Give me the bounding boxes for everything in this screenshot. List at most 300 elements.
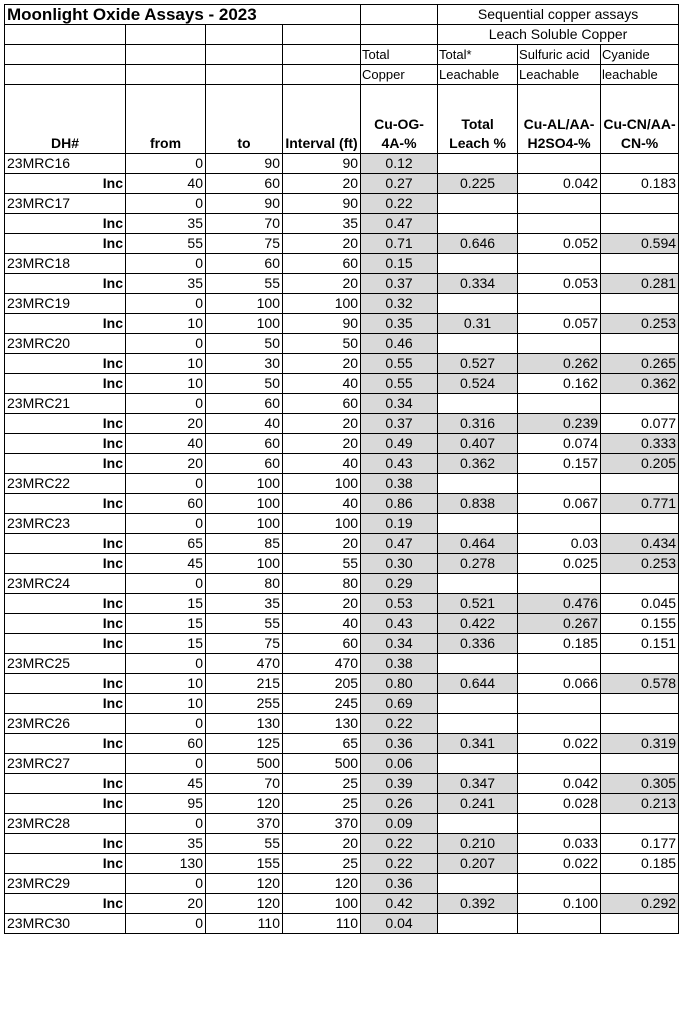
interval-cell: 25 [283,794,361,814]
from-cell: 0 [126,874,206,894]
cu-cell: 0.39 [361,774,438,794]
al-cell [518,194,601,214]
to-cell: 60 [206,394,283,414]
dh-cell: Inc [5,434,126,454]
cu-cell: 0.29 [361,574,438,594]
dh-cell: Inc [5,614,126,634]
table-row [5,454,679,474]
cn-cell: 0.319 [601,734,679,754]
total-leach-cell: 0.316 [438,414,518,434]
table-row [5,654,679,674]
interval-cell: 20 [283,434,361,454]
to-cell: 60 [206,454,283,474]
from-cell: 60 [126,734,206,754]
col-total-leach: Total Leach % [438,85,518,154]
interval-cell: 120 [283,874,361,894]
cn-cell [601,334,679,354]
table-row [5,674,679,694]
dh-cell: Inc [5,694,126,714]
total-leach-cell: 0.347 [438,774,518,794]
dh-cell: Inc [5,174,126,194]
from-cell: 60 [126,494,206,514]
dh-cell: 23MRC19 [5,294,126,314]
cu-cell: 0.38 [361,474,438,494]
to-cell: 125 [206,734,283,754]
total-leach-cell [438,214,518,234]
al-cell: 0.100 [518,894,601,914]
to-cell: 100 [206,294,283,314]
table-row [5,734,679,754]
to-cell: 100 [206,554,283,574]
to-cell: 70 [206,774,283,794]
total-leach-cell [438,194,518,214]
cn-cell: 0.265 [601,354,679,374]
from-cell: 0 [126,714,206,734]
from-cell: 35 [126,214,206,234]
to-cell: 60 [206,254,283,274]
from-cell: 15 [126,634,206,654]
to-cell: 90 [206,154,283,174]
al-cell [518,294,601,314]
from-cell: 0 [126,574,206,594]
cu-cell: 0.38 [361,654,438,674]
table-row [5,914,679,934]
interval-cell: 245 [283,694,361,714]
from-cell: 35 [126,834,206,854]
to-cell: 55 [206,834,283,854]
sulfuric-label: Sulfuric acid [518,45,601,65]
dh-cell: 23MRC24 [5,574,126,594]
cu-cell: 0.22 [361,834,438,854]
col-from: from [126,85,206,154]
column-header-row [5,85,679,154]
cu-cell: 0.12 [361,154,438,174]
cu-cell: 0.27 [361,174,438,194]
dh-cell: Inc [5,354,126,374]
table-row [5,474,679,494]
total-leach-cell [438,514,518,534]
cn-cell: 0.594 [601,234,679,254]
interval-cell: 90 [283,154,361,174]
total-leach-cell [438,474,518,494]
interval-cell: 40 [283,374,361,394]
sequential-header: Sequential copper assays [438,5,679,25]
total-leach-cell: 0.646 [438,234,518,254]
cn-cell: 0.151 [601,634,679,654]
al-cell [518,714,601,734]
dh-cell: 23MRC20 [5,334,126,354]
al-cell: 0.185 [518,634,601,654]
al-cell: 0.476 [518,594,601,614]
to-cell: 90 [206,194,283,214]
from-cell: 0 [126,194,206,214]
total-leach-cell [438,294,518,314]
total-leach-cell: 0.392 [438,894,518,914]
interval-cell: 500 [283,754,361,774]
dh-cell: 23MRC28 [5,814,126,834]
al-cell: 0.053 [518,274,601,294]
dh-cell: Inc [5,594,126,614]
al-cell: 0.042 [518,774,601,794]
from-cell: 0 [126,154,206,174]
interval-cell: 65 [283,734,361,754]
table-row [5,394,679,414]
cu-cell: 0.04 [361,914,438,934]
cu-cell: 0.06 [361,754,438,774]
to-cell: 110 [206,914,283,934]
table-row [5,174,679,194]
cu-cell: 0.55 [361,374,438,394]
al-cell: 0.162 [518,374,601,394]
from-cell: 0 [126,754,206,774]
cn-cell: 0.292 [601,894,679,914]
from-cell: 0 [126,294,206,314]
to-cell: 255 [206,694,283,714]
table-row [5,254,679,274]
interval-cell: 20 [283,594,361,614]
total-leach-cell: 0.838 [438,494,518,514]
cu-cell: 0.71 [361,234,438,254]
header-row-3 [5,45,679,65]
dh-cell: 23MRC23 [5,514,126,534]
to-cell: 40 [206,414,283,434]
interval-cell: 470 [283,654,361,674]
dh-cell: Inc [5,234,126,254]
dh-cell: 23MRC21 [5,394,126,414]
cu-cell: 0.19 [361,514,438,534]
table-row [5,814,679,834]
table-row [5,414,679,434]
total-leach-cell [438,574,518,594]
cn-cell: 0.045 [601,594,679,614]
cu-cell: 0.69 [361,694,438,714]
to-cell: 50 [206,334,283,354]
interval-cell: 25 [283,854,361,874]
dh-cell: Inc [5,494,126,514]
header-row-2 [5,25,679,45]
cn-cell [601,394,679,414]
al-cell: 0.157 [518,454,601,474]
table-row [5,614,679,634]
al-cell: 0.028 [518,794,601,814]
from-cell: 20 [126,414,206,434]
cn-cell [601,194,679,214]
al-cell [518,754,601,774]
al-cell: 0.074 [518,434,601,454]
from-cell: 20 [126,894,206,914]
total-leach-cell: 0.407 [438,434,518,454]
interval-cell: 100 [283,894,361,914]
total-leach-cell: 0.521 [438,594,518,614]
total-leach-cell: 0.334 [438,274,518,294]
cn-cell: 0.771 [601,494,679,514]
table-row [5,594,679,614]
dh-cell: Inc [5,894,126,914]
cu-cell: 0.22 [361,194,438,214]
from-cell: 15 [126,594,206,614]
interval-cell: 25 [283,774,361,794]
header-row-1 [5,5,679,25]
to-cell: 370 [206,814,283,834]
cn-cell: 0.305 [601,774,679,794]
leachable-label: Leachable [518,65,601,85]
from-cell: 55 [126,234,206,254]
total-leach-cell [438,154,518,174]
cu-cell: 0.15 [361,254,438,274]
interval-cell: 100 [283,514,361,534]
from-cell: 40 [126,434,206,454]
al-cell [518,654,601,674]
col-dh: DH# [5,85,126,154]
cn-cell [601,294,679,314]
to-cell: 70 [206,214,283,234]
interval-cell: 20 [283,174,361,194]
cn-cell [601,874,679,894]
al-cell [518,814,601,834]
to-cell: 120 [206,874,283,894]
al-cell: 0.025 [518,554,601,574]
leachable-label: Leachable [438,65,518,85]
dh-cell: Inc [5,554,126,574]
cn-cell [601,714,679,734]
cu-cell: 0.53 [361,594,438,614]
al-cell [518,914,601,934]
cu-cell: 0.49 [361,434,438,454]
to-cell: 35 [206,594,283,614]
from-cell: 10 [126,314,206,334]
to-cell: 80 [206,574,283,594]
dh-cell: Inc [5,634,126,654]
cu-cell: 0.42 [361,894,438,914]
cu-cell: 0.47 [361,214,438,234]
total-leach-cell [438,754,518,774]
total-leach-cell [438,694,518,714]
interval-cell: 130 [283,714,361,734]
from-cell: 0 [126,334,206,354]
cu-cell: 0.80 [361,674,438,694]
al-cell [518,394,601,414]
from-cell: 0 [126,474,206,494]
dh-cell: Inc [5,454,126,474]
al-cell: 0.022 [518,854,601,874]
table-row [5,574,679,594]
to-cell: 55 [206,274,283,294]
interval-cell: 90 [283,194,361,214]
cu-cell: 0.43 [361,614,438,634]
dh-cell: Inc [5,314,126,334]
total-leach-cell [438,874,518,894]
from-cell: 130 [126,854,206,874]
table-row [5,274,679,294]
total-leach-cell: 0.527 [438,354,518,374]
to-cell: 100 [206,314,283,334]
from-cell: 45 [126,554,206,574]
table-row [5,354,679,374]
total-leach-cell: 0.422 [438,614,518,634]
interval-cell: 20 [283,234,361,254]
cu-cell: 0.55 [361,354,438,374]
dh-cell: 23MRC29 [5,874,126,894]
interval-cell: 80 [283,574,361,594]
interval-cell: 110 [283,914,361,934]
al-cell: 0.033 [518,834,601,854]
al-cell: 0.042 [518,174,601,194]
dh-cell: Inc [5,214,126,234]
cu-cell: 0.34 [361,634,438,654]
cn-cell [601,254,679,274]
from-cell: 40 [126,174,206,194]
cu-cell: 0.35 [361,314,438,334]
from-cell: 20 [126,454,206,474]
cn-cell: 0.333 [601,434,679,454]
to-cell: 130 [206,714,283,734]
cu-cell: 0.43 [361,454,438,474]
table-row [5,714,679,734]
total-leach-cell [438,394,518,414]
to-cell: 60 [206,434,283,454]
header-row-4 [5,65,679,85]
col-cu: Cu-OG-4A-% [361,85,438,154]
from-cell: 65 [126,534,206,554]
cn-cell [601,914,679,934]
al-cell [518,214,601,234]
cu-cell: 0.46 [361,334,438,354]
dh-cell: 23MRC22 [5,474,126,494]
al-cell: 0.067 [518,494,601,514]
from-cell: 15 [126,614,206,634]
al-cell [518,474,601,494]
cn-cell: 0.183 [601,174,679,194]
cn-cell: 0.177 [601,834,679,854]
dh-cell: Inc [5,414,126,434]
al-cell: 0.022 [518,734,601,754]
table-row [5,774,679,794]
col-cn: Cu-CN/AA-CN-% [601,85,679,154]
to-cell: 120 [206,894,283,914]
total-leach-cell: 0.31 [438,314,518,334]
from-cell: 0 [126,814,206,834]
al-cell: 0.262 [518,354,601,374]
interval-cell: 40 [283,454,361,474]
cn-cell: 0.205 [601,454,679,474]
cn-cell [601,754,679,774]
dh-cell: 23MRC26 [5,714,126,734]
copper-label: Copper [361,65,438,85]
to-cell: 155 [206,854,283,874]
total-leach-cell: 0.341 [438,734,518,754]
interval-cell: 90 [283,314,361,334]
cn-cell [601,214,679,234]
dh-cell: Inc [5,734,126,754]
cu-cell: 0.09 [361,814,438,834]
total-leach-cell: 0.336 [438,634,518,654]
table-row [5,334,679,354]
table-row [5,514,679,534]
total-leach-cell [438,254,518,274]
cu-cell: 0.47 [361,534,438,554]
cn-cell: 0.213 [601,794,679,814]
interval-cell: 40 [283,614,361,634]
table-row [5,234,679,254]
total-leach-cell [438,914,518,934]
total-leach-cell [438,814,518,834]
from-cell: 10 [126,354,206,374]
cn-cell: 0.077 [601,414,679,434]
interval-cell: 20 [283,834,361,854]
table-row [5,294,679,314]
interval-cell: 20 [283,274,361,294]
from-cell: 10 [126,674,206,694]
table-row [5,834,679,854]
al-cell [518,874,601,894]
interval-cell: 205 [283,674,361,694]
cu-cell: 0.37 [361,414,438,434]
total-leach-cell [438,714,518,734]
cu-cell: 0.37 [361,274,438,294]
total-leach-cell: 0.464 [438,534,518,554]
interval-cell: 60 [283,634,361,654]
interval-cell: 20 [283,534,361,554]
cn-cell [601,474,679,494]
from-cell: 95 [126,794,206,814]
to-cell: 120 [206,794,283,814]
interval-cell: 100 [283,474,361,494]
cn-cell [601,694,679,714]
total-leach-cell: 0.225 [438,174,518,194]
table-row [5,854,679,874]
to-cell: 30 [206,354,283,374]
table-row [5,634,679,654]
interval-cell: 60 [283,254,361,274]
interval-cell: 370 [283,814,361,834]
to-cell: 100 [206,474,283,494]
to-cell: 60 [206,174,283,194]
table-row [5,374,679,394]
cu-cell: 0.32 [361,294,438,314]
cn-cell [601,154,679,174]
table-row [5,194,679,214]
cu-cell: 0.26 [361,794,438,814]
dh-cell: Inc [5,534,126,554]
to-cell: 100 [206,494,283,514]
cu-cell: 0.22 [361,714,438,734]
al-cell: 0.066 [518,674,601,694]
table-row [5,694,679,714]
interval-cell: 20 [283,354,361,374]
interval-cell: 40 [283,494,361,514]
dh-cell: Inc [5,674,126,694]
to-cell: 470 [206,654,283,674]
col-interval: Interval (ft) [283,85,361,154]
to-cell: 75 [206,634,283,654]
total-leach-cell: 0.207 [438,854,518,874]
table-row [5,754,679,774]
cn-cell [601,514,679,534]
cn-cell: 0.578 [601,674,679,694]
al-cell: 0.057 [518,314,601,334]
table-row [5,314,679,334]
dh-cell: 23MRC16 [5,154,126,174]
cn-cell: 0.281 [601,274,679,294]
total-leach-cell: 0.210 [438,834,518,854]
interval-cell: 55 [283,554,361,574]
cn-cell [601,574,679,594]
from-cell: 45 [126,774,206,794]
interval-cell: 60 [283,394,361,414]
cu-cell: 0.36 [361,734,438,754]
to-cell: 85 [206,534,283,554]
from-cell: 35 [126,274,206,294]
